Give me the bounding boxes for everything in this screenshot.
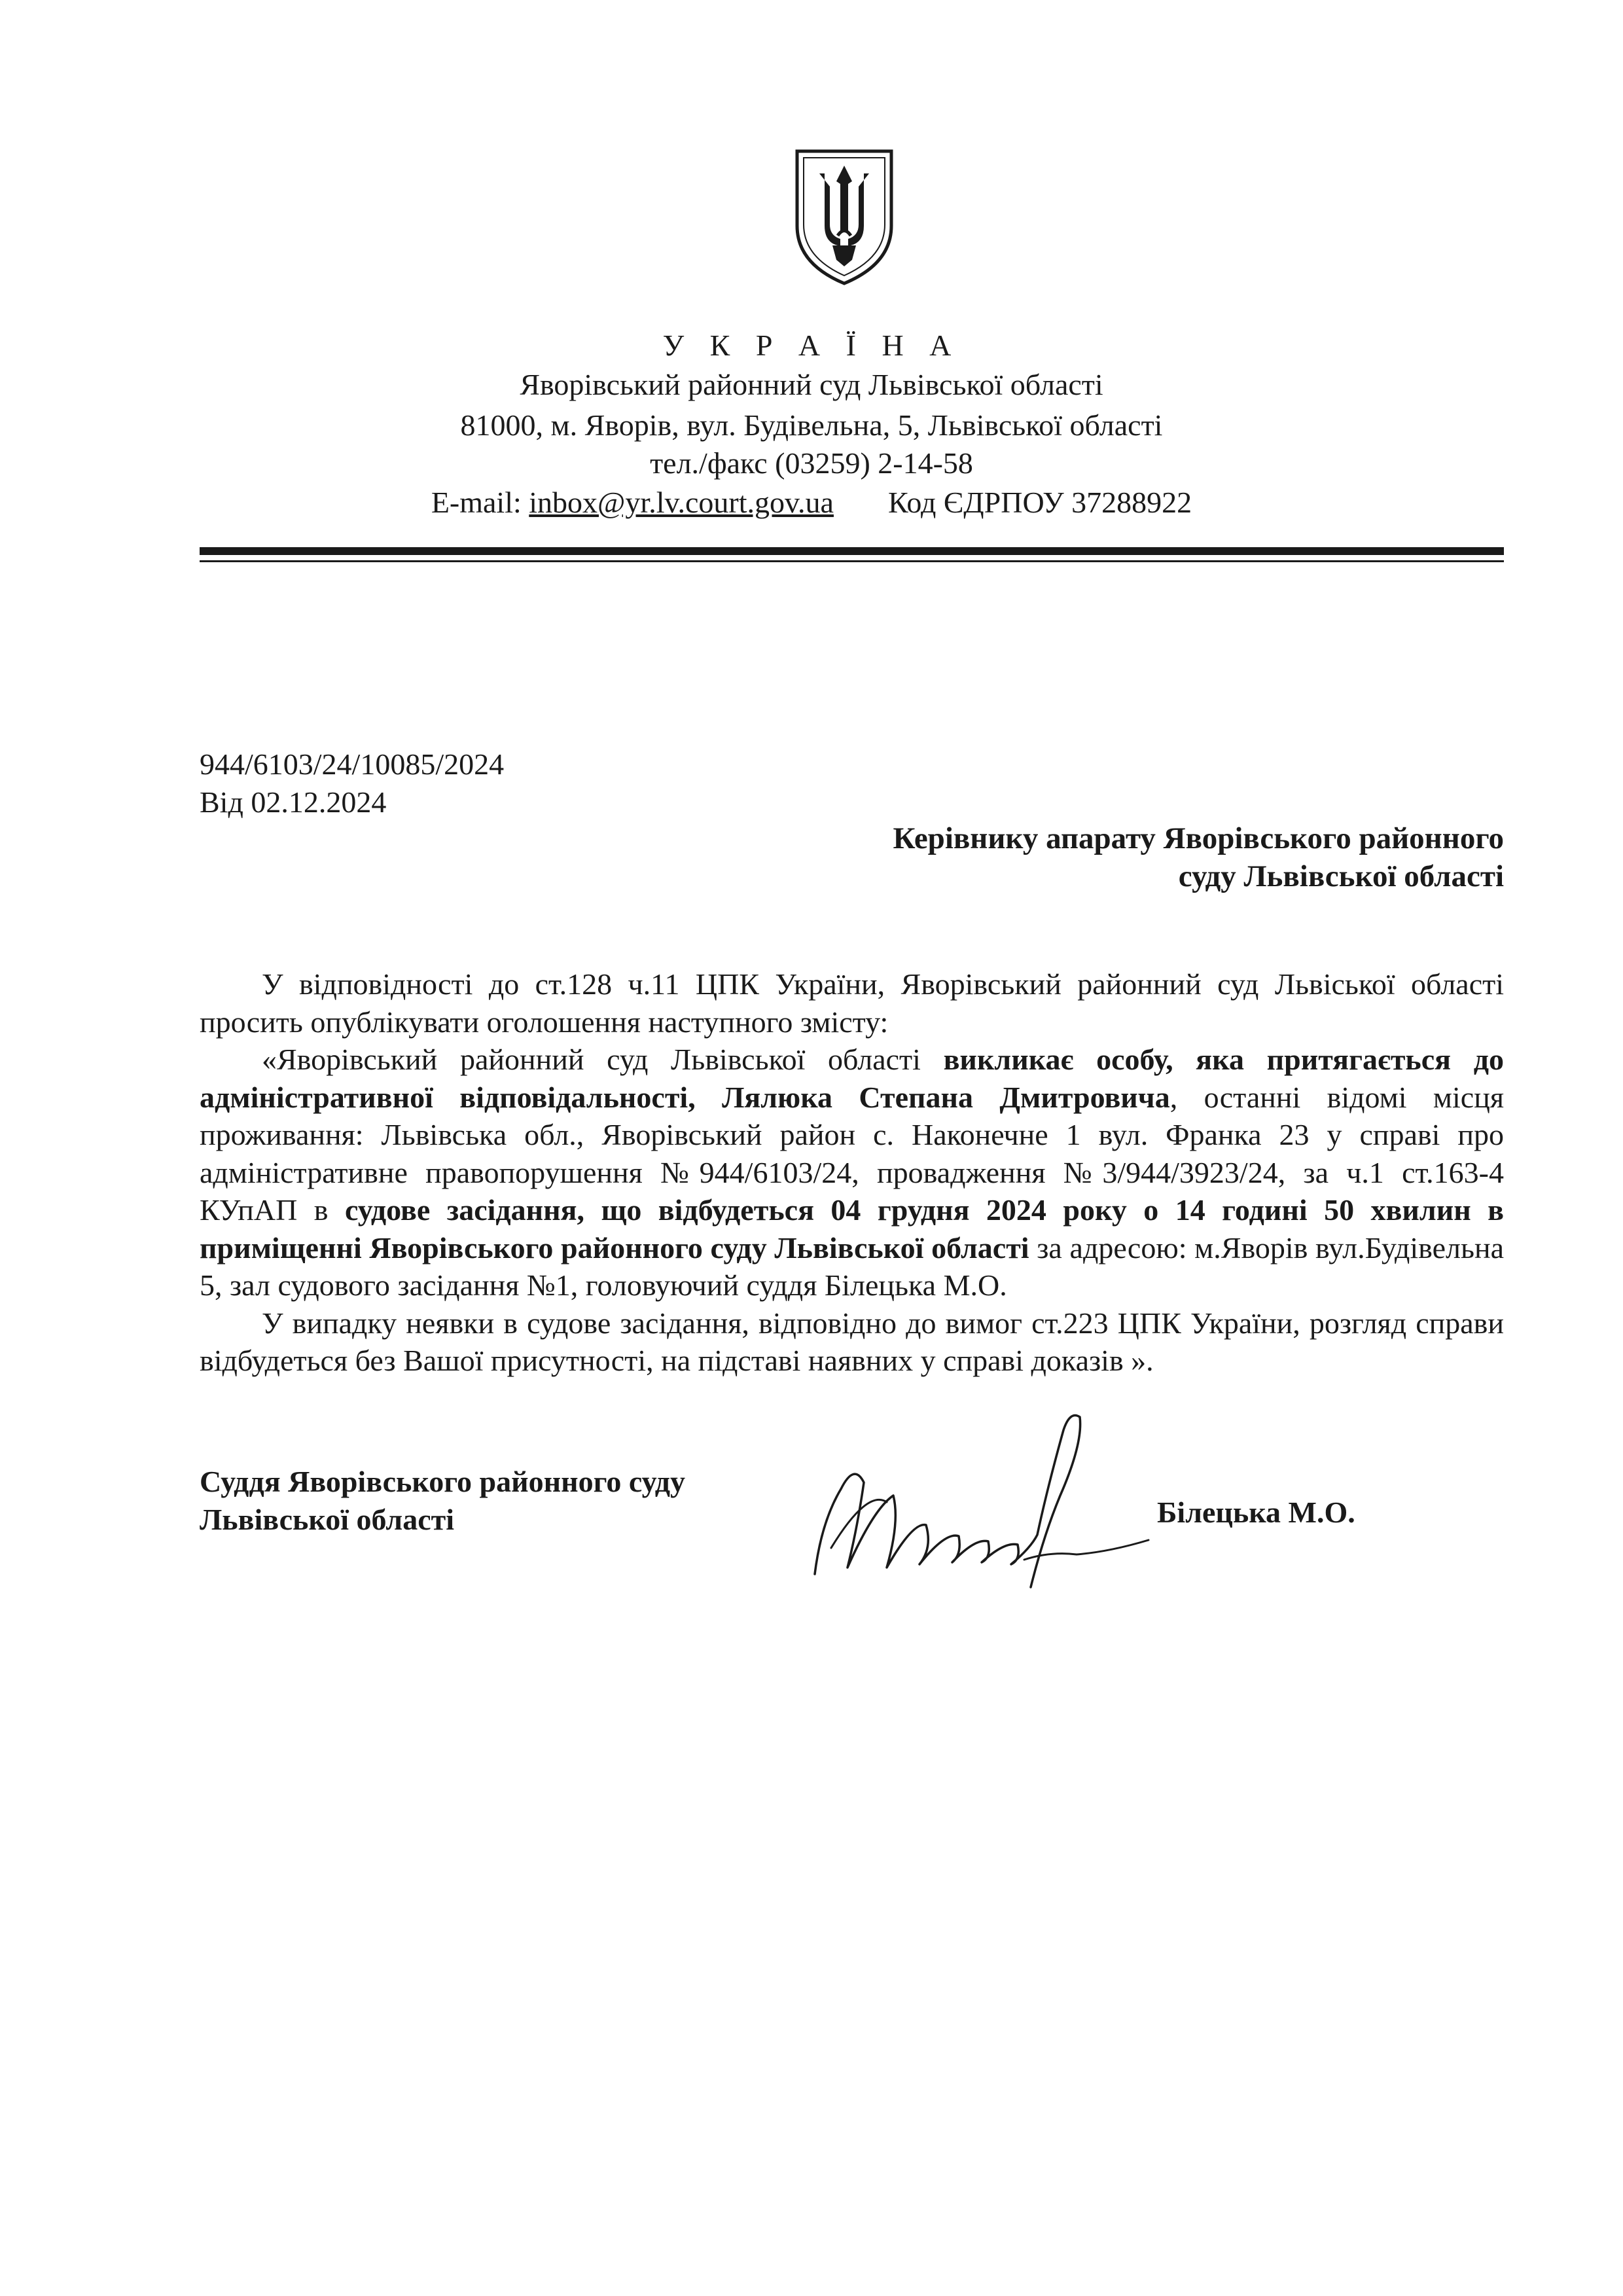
edrpou-code: Код ЄДРПОУ 37288922 bbox=[887, 486, 1192, 519]
addressee-line-1: Керівнику апарату Яворівського районного bbox=[893, 821, 1504, 855]
header-court-name: Яворівський районний суд Львівської області bbox=[520, 368, 1103, 401]
header-contact bbox=[0, 483, 1623, 522]
header-address: 81000, м. Яворів, вул. Будівельна, 5, Львівської області bbox=[460, 408, 1163, 442]
email-label: E-mail: bbox=[431, 486, 522, 519]
signer-title-line-2: Львівської області bbox=[200, 1503, 455, 1536]
body-p2-part-e: за адресою: м.Яворів вул.Будівельна 5, зал судового засідання №1, головуючий суддя Білецька М.О. bbox=[200, 1230, 1505, 1302]
coat-of-arms-icon bbox=[792, 147, 897, 288]
signer-title-line-1: Суддя Яворівського районного суду bbox=[200, 1465, 686, 1498]
addressee-line-2: суду Львівської області bbox=[1178, 859, 1504, 893]
body-paragraph-1: У відповідності до ст.128 ч.11 ЦПК України, Яворівський районний суд Львіської області просить опублікувати оголошення наступного змісту: bbox=[200, 967, 1504, 1039]
reference-number: 944/6103/24/10085/2024 bbox=[200, 747, 505, 781]
letter-body bbox=[200, 965, 1504, 1380]
signer-name: Білецька М.О. bbox=[1157, 1496, 1355, 1529]
reference-date: Від 02.12.2024 bbox=[200, 785, 387, 819]
body-p2-hearing: судове засідання, що відбудеться 04 грудня 2024 року о 14 годині 50 хвилин в приміщенні Яворівського районного суду Львівської області bbox=[200, 1193, 1504, 1265]
body-p2-part-a: «Яворівський районний суд Львівської області bbox=[262, 1043, 944, 1076]
body-paragraph-2 bbox=[200, 1041, 1504, 1304]
body-p2-summons: викликає особу, яка притягається до адміністративної відповідальності, Лялюка Степана Дмитровича bbox=[200, 1043, 1504, 1114]
header-divider-thick bbox=[200, 547, 1504, 555]
header-phone: тел./факс (03259) 2-14-58 bbox=[650, 446, 973, 480]
handwritten-signature bbox=[802, 1391, 1155, 1600]
email-link[interactable]: inbox@yr.lv.court.gov.ua bbox=[529, 486, 834, 519]
body-p2-part-c: , останні відомі місця проживання: Львівська обл., Яворівський район с. Наконечне 1 вул. Франка 23 у справі про адміністративне правопорушення №944/6103/24, провадження №3/944/3923/24, за ч.1 ст.163-4 КУпАП в bbox=[200, 1080, 1504, 1227]
header-divider-thin bbox=[200, 560, 1504, 562]
header-country: У К Р А Ї Н А bbox=[662, 329, 961, 362]
body-paragraph-3: У випадку неявки в судове засідання, відповідно до вимог ст.223 ЦПК України, розгляд справи відбудеться без Вашої присутності, на підставі наявних у справі доказів ». bbox=[200, 1306, 1504, 1377]
